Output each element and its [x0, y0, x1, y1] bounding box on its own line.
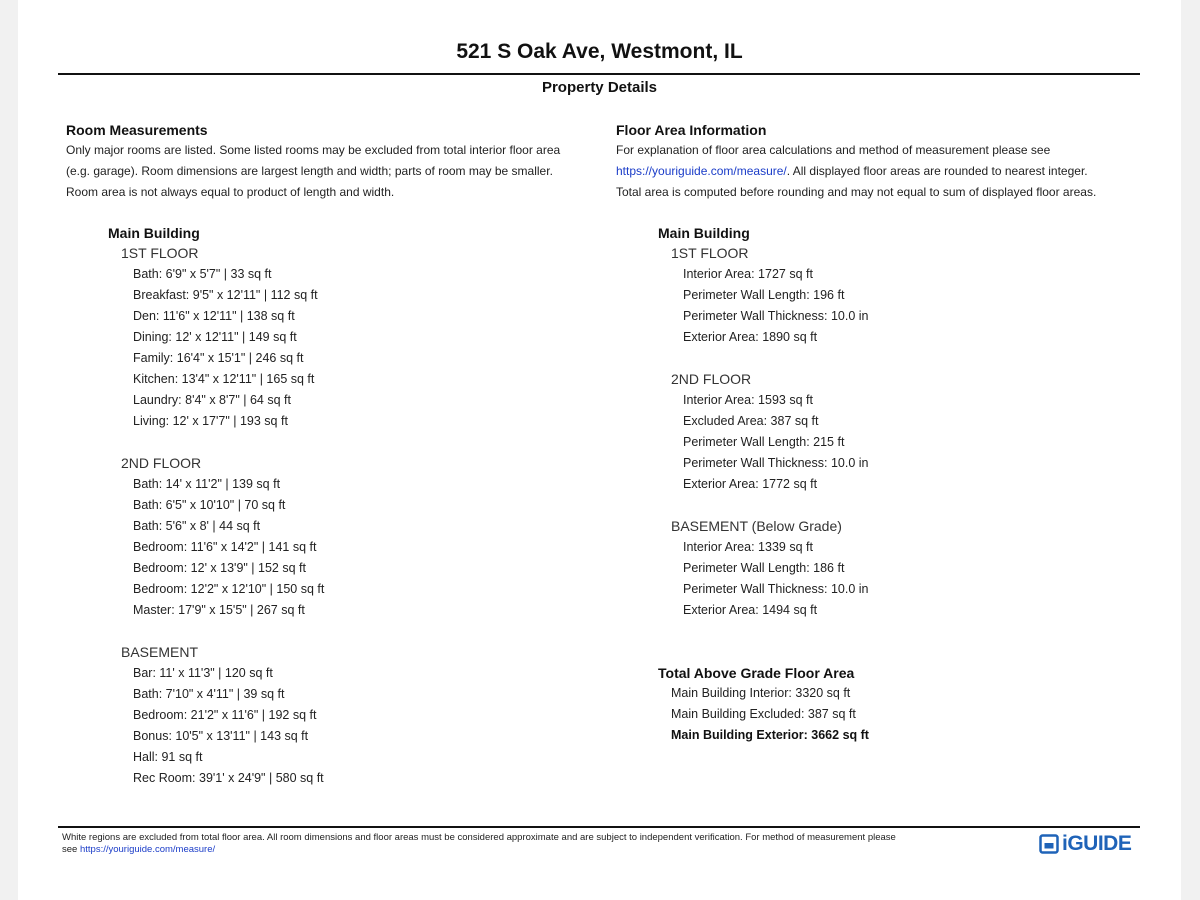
- floor-label-basement: BASEMENT: [121, 644, 199, 660]
- room-list: [66, 223, 596, 789]
- room-row: Bedroom: 12' x 13'9" | 152 sq ft: [133, 561, 306, 575]
- room-row: Dining: 12' x 12'11" | 149 sq ft: [133, 330, 297, 344]
- floor-area-note-line: For explanation of floor area calculations and method of measurement please see: [616, 143, 1051, 157]
- footer-divider: [58, 826, 1140, 828]
- iguide-logo-icon: [1039, 834, 1059, 854]
- footer-see: see: [62, 844, 80, 855]
- area-row: Interior Area: 1339 sq ft: [683, 540, 813, 554]
- room-row: Bath: 14' x 11'2" | 139 sq ft: [133, 477, 281, 491]
- floor-area-note-line: [616, 161, 1146, 182]
- area-row: Perimeter Wall Length: 215 ft: [683, 435, 845, 449]
- area-row: Perimeter Wall Thickness: 10.0 in: [683, 582, 869, 596]
- footer-line: [62, 844, 992, 856]
- room-row: Bedroom: 11'6" x 14'2" | 141 sq ft: [133, 540, 317, 554]
- page-title: 521 S Oak Ave, Westmont, IL: [456, 40, 743, 63]
- floor-area-note-line: Total area is computed before rounding and may not equal to sum of displayed floor areas.: [616, 185, 1097, 199]
- room-row: Bar: 11' x 11'3" | 120 sq ft: [133, 666, 273, 680]
- building-label: Main Building: [108, 225, 200, 241]
- header-divider: [58, 73, 1140, 75]
- room-note-line: (e.g. garage). Room dimensions are largest length and width; parts of room may be smaller.: [66, 164, 553, 178]
- footer-line: White regions are excluded from total floor area. All room dimensions and floor areas must be considered approximate and are subject to independent verification. For method of measurement please: [62, 832, 896, 843]
- floor-area-heading: Floor Area Information: [616, 122, 767, 138]
- room-row: Bath: 5'6" x 8' | 44 sq ft: [133, 519, 261, 533]
- room-row: Bedroom: 21'2" x 11'6" | 192 sq ft: [133, 708, 317, 722]
- room-row: Bedroom: 12'2" x 12'10" | 150 sq ft: [133, 582, 325, 596]
- floor-label-2nd: 2ND FLOOR: [121, 455, 202, 471]
- room-row: Kitchen: 13'4" x 12'11" | 165 sq ft: [133, 372, 315, 386]
- total-exterior: Main Building Exterior: 3662 sq ft: [671, 728, 869, 742]
- floor-label-2nd: 2ND FLOOR: [671, 371, 752, 387]
- room-note-line: Only major rooms are listed. Some listed rooms may be excluded from total interior floor area: [66, 143, 561, 157]
- room-row: Bath: 6'9" x 5'7" | 33 sq ft: [133, 267, 272, 281]
- room-row: Bath: 6'5" x 10'10" | 70 sq ft: [133, 498, 286, 512]
- area-row: Perimeter Wall Length: 186 ft: [683, 561, 845, 575]
- room-row: Den: 11'6" x 12'11" | 138 sq ft: [133, 309, 295, 323]
- measure-link[interactable]: https://youriguide.com/measure/: [616, 164, 787, 178]
- floor-label-basement: BASEMENT (Below Grade): [671, 518, 842, 534]
- total-area-heading: Total Above Grade Floor Area: [658, 665, 855, 681]
- room-row: Bath: 7'10" x 4'11" | 39 sq ft: [133, 687, 285, 701]
- room-row: Rec Room: 39'1' x 24'9" | 580 sq ft: [133, 771, 324, 785]
- room-row: Laundry: 8'4" x 8'7" | 64 sq ft: [133, 393, 291, 407]
- floor-label-1st: 1ST FLOOR: [121, 245, 199, 261]
- room-row: Master: 17'9" x 15'5" | 267 sq ft: [133, 603, 305, 617]
- footer-measure-link[interactable]: https://youriguide.com/measure/: [79, 844, 216, 855]
- iguide-logo: [1039, 831, 1131, 857]
- area-row: Excluded Area: 387 sq ft: [683, 414, 819, 428]
- room-row: Hall: 91 sq ft: [133, 750, 203, 764]
- area-row: Exterior Area: 1890 sq ft: [683, 330, 818, 344]
- total-excluded: Main Building Excluded: 387 sq ft: [671, 707, 856, 721]
- room-note-line: Room area is not always equal to product of length and width.: [66, 185, 395, 199]
- area-row: Perimeter Wall Thickness: 10.0 in: [683, 456, 869, 470]
- area-row: Exterior Area: 1772 sq ft: [683, 477, 818, 491]
- area-row: Perimeter Wall Thickness: 10.0 in: [683, 309, 869, 323]
- area-row: Interior Area: 1593 sq ft: [683, 393, 813, 407]
- area-row: Interior Area: 1727 sq ft: [683, 267, 813, 281]
- floor-area-note-rest: . All displayed floor areas are rounded to nearest integer.: [786, 164, 1088, 178]
- room-row: Breakfast: 9'5" x 12'11" | 112 sq ft: [133, 288, 318, 302]
- room-row: Bonus: 10'5" x 13'11" | 143 sq ft: [133, 729, 309, 743]
- document-page: [18, 0, 1181, 900]
- room-measurements-section: [66, 120, 596, 789]
- iguide-logo-text: iGUIDE: [1062, 832, 1132, 855]
- floor-area-section: [616, 120, 1146, 746]
- room-measurements-heading: Room Measurements: [66, 122, 208, 138]
- floor-area-list: [616, 223, 1146, 746]
- total-interior: Main Building Interior: 3320 sq ft: [671, 686, 851, 700]
- building-label: Main Building: [658, 225, 750, 241]
- room-row: Family: 16'4" x 15'1" | 246 sq ft: [133, 351, 304, 365]
- floor-label-1st: 1ST FLOOR: [671, 245, 749, 261]
- area-row: Exterior Area: 1494 sq ft: [683, 603, 818, 617]
- footer-disclaimer: [62, 832, 992, 856]
- page-subtitle: Property Details: [541, 79, 658, 96]
- area-row: Perimeter Wall Length: 196 ft: [683, 288, 845, 302]
- room-row: Living: 12' x 17'7" | 193 sq ft: [133, 414, 288, 428]
